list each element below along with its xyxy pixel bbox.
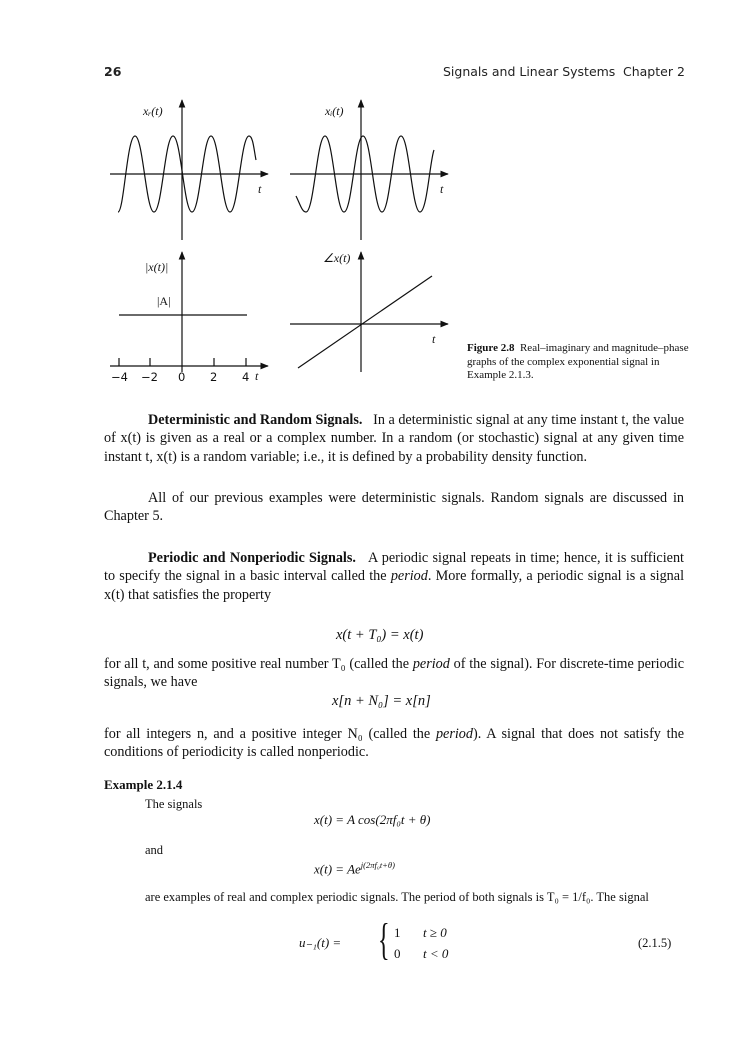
- periodic-body-b: . More formally, a periodic signal is a signal x(t) that satisfies the property: [104, 568, 685, 603]
- phase-plot: [290, 252, 448, 372]
- magnitude-plot: [110, 252, 268, 372]
- phase-line: [298, 276, 432, 368]
- integers-b: ). A signal that does not satisfy the conditions of periodicity is called nonperiodic.: [104, 726, 685, 761]
- t-axis-label-real: t: [258, 182, 262, 196]
- t-axis-label-phase: t: [432, 332, 436, 346]
- left-brace: {: [378, 915, 390, 964]
- periodic-body-a: A periodic signal repeats in time; hence, it is sufficient to specify the signal in a basic interval called the: [104, 550, 684, 585]
- integers-em: period: [435, 726, 473, 742]
- magnitude-label: |x(t)|: [145, 260, 169, 274]
- tick-label: 2: [210, 370, 218, 384]
- integers-paragraph: [104, 725, 684, 762]
- example-equation-cos: x(t) = A cos(2πf₀t + θ): [314, 812, 431, 827]
- step-case2-cond: t < 0: [423, 946, 449, 961]
- deterministic-body-2: All of our previous examples were deterministic signals. Random signals are discussed in Chapter 5.: [104, 490, 684, 525]
- equation-periodic: x(t + T₀) = x(t): [336, 627, 424, 643]
- real-part-plot: [110, 100, 268, 240]
- step-function-lhs: u₋₁(t) =: [299, 935, 342, 950]
- example-periods-text: are examples of real and complex periodic signals. The period of both signals is T₀ = 1/f₀. The signal: [145, 890, 649, 904]
- deterministic-body: In a deterministic signal at any time instant t, the value of x(t) is given as a real or a complex number. In a random (or stochastic) signal at any given time instant t, x(t) is a random variable; i.e., it is defined by a probability density function.: [104, 412, 685, 465]
- deterministic-paragraph-2: [104, 489, 684, 526]
- deterministic-heading: Deterministic and Random Signals.: [148, 412, 363, 428]
- caption-text: Real–imaginary and magnitude–phase graphs of the complex exponential signal in Example 2.1.3.: [467, 342, 689, 381]
- for-all-b: of the signal). For discrete-time periodic signals, we have: [104, 656, 685, 691]
- example-and: and: [145, 843, 164, 857]
- t-axis-label-imag: t: [440, 182, 444, 196]
- example-intro: The signals: [145, 797, 203, 811]
- periodic-body-em: period: [390, 568, 428, 585]
- tick-label: 0: [178, 370, 186, 384]
- for-all-paragraph: [104, 655, 684, 692]
- step-case1-cond: t ≥ 0: [423, 925, 447, 940]
- for-all-a: for all t, and some positive real number T₀ (called the: [104, 656, 410, 672]
- periodic-heading: Periodic and Nonperiodic Signals.: [148, 550, 356, 566]
- example-title: Example 2.1.4: [104, 777, 183, 792]
- step-case1-value: 1: [394, 925, 401, 940]
- figure-2-8-graphics: [0, 0, 748, 400]
- imaginary-part-plot: [290, 100, 448, 240]
- example-equation-exp: [314, 860, 395, 877]
- equation-discrete: x[n + N₀] = x[n]: [332, 693, 431, 709]
- for-all-em: period: [412, 656, 450, 672]
- tick-label: 4: [242, 370, 250, 384]
- eq2-exponent: j(2πf₀t+θ): [360, 860, 395, 870]
- imag-part-label: xᵢ(t): [325, 104, 344, 118]
- chapter-label: Chapter 2: [623, 64, 685, 79]
- figure-caption: [467, 342, 692, 383]
- deterministic-paragraph: [104, 411, 684, 466]
- real-part-label: xᵣ(t): [143, 104, 163, 118]
- tick-label: −4: [111, 370, 128, 384]
- periodic-paragraph: [104, 549, 684, 604]
- t-axis-label-mag: t: [255, 369, 259, 383]
- magnitude-level-label: |A|: [157, 294, 171, 308]
- step-case2-value: 0: [394, 946, 401, 961]
- phase-label: ∠x(t): [323, 251, 351, 265]
- eq2-base: x(t) = Ae: [314, 861, 361, 877]
- caption-label: Figure 2.8: [467, 342, 515, 354]
- equation-number: (2.1.5): [638, 936, 672, 950]
- running-title: Signals and Linear Systems: [443, 64, 616, 79]
- tick-label: −2: [141, 370, 158, 384]
- integers-a: for all integers n, and a positive integer N₀ (called the: [104, 726, 431, 742]
- page-number: 26: [104, 64, 122, 79]
